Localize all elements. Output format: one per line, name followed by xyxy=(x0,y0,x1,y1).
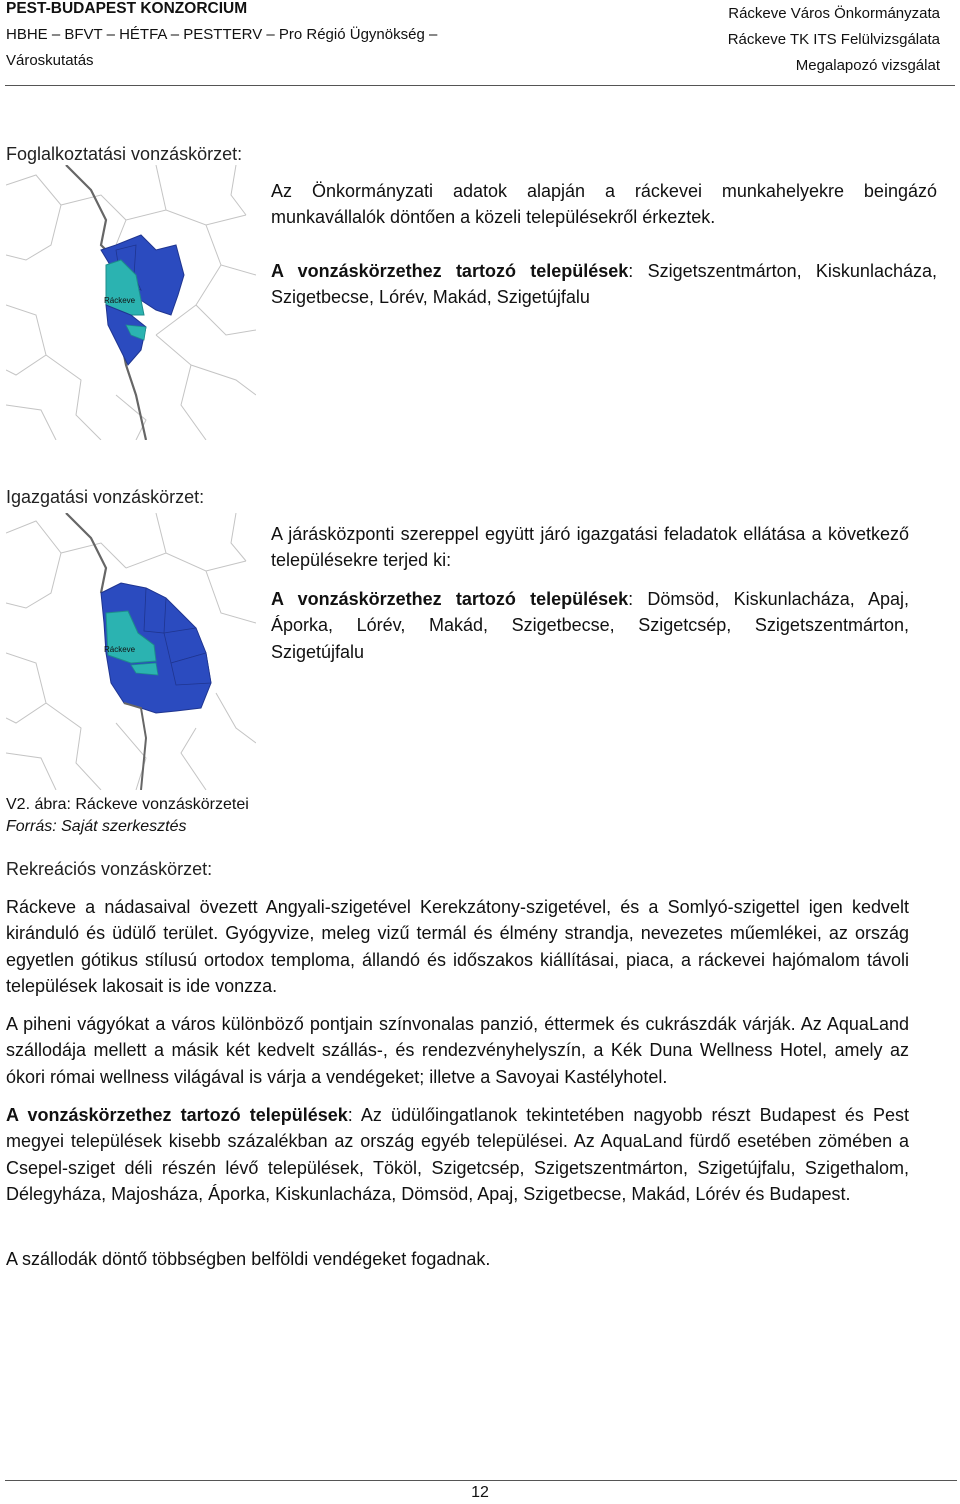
figure-title: V2. ábra: Ráckeve vonzáskörzetei xyxy=(6,796,249,813)
recreation-towns-text: : Az üdülőingatlanok tekintetében nagyobb részt Budapest és Pest megyei települések kisebb százalékban az ország egyéb települései. Az AquaLand fürdő esetében zömében a Csepel-sziget déli részén lévő települések, Tököl, Szigetcsép, Szigetszentmárton, Szigetújfalu, Szigethalom, Délegyháza, Majosháza, Áporka, Kiskunlacháza, Dömsöd, Apaj, Szigetbecse, Makád, Lórév és Budapest. xyxy=(6,1105,909,1204)
admin-towns xyxy=(271,586,909,665)
recreation-towns-label: A vonzáskörzethez tartozó települések xyxy=(6,1105,348,1125)
admin-towns-label: A vonzáskörzethez tartozó települések xyxy=(271,589,629,609)
header-left xyxy=(6,0,437,74)
footer-rule xyxy=(5,1480,957,1481)
admin-map xyxy=(6,513,256,790)
employment-map xyxy=(6,165,256,440)
recreation-paragraph-3 xyxy=(6,1102,909,1207)
employment-intro-text: Az Önkormányzati adatok alapján a ráckevei munkahelyekre beingázó munkavállalók döntően a közeli településekről érkeztek. xyxy=(271,181,937,228)
admin-intro-text: A járásközponti szereppel együtt járó igazgatási feladatok ellátása a következő településekre terjed ki: xyxy=(271,524,909,571)
recreation-paragraph-1: Ráckeve a nádasaival övezett Angyali-szigetével Kerekzátony-szigetével, és a Somlyó-szigettel igen kedvelt kiránduló és üdülő terület. Gyógyvize, meleg vizű termál és élmény strandja, nevezetes műemlékei, az ország egyetlen gótikus stílusú ortodox temploma, állandó és időszakos kiállításai, piaca, a ráckevei hajómalom távoli települések lakosait is ide vonzza. xyxy=(6,897,909,996)
page-number: 12 xyxy=(471,1484,489,1501)
employment-intro xyxy=(271,178,937,231)
header-right xyxy=(728,1,940,79)
recreation-heading: Rekreációs vonzáskörzet: xyxy=(6,859,213,879)
header-client: Ráckeve Város Önkormányzata xyxy=(728,5,940,22)
admin-heading: Igazgatási vonzáskörzet: xyxy=(6,487,205,507)
header-doc-type: Megalapozó vizsgálat xyxy=(795,57,940,74)
employment-heading: Foglalkoztatási vonzáskörzet: xyxy=(6,144,243,164)
header-org: PEST-BUDAPEST KONZORCIUM xyxy=(6,0,248,17)
employment-towns-label: A vonzáskörzethez tartozó települések xyxy=(271,261,629,281)
header-project: Ráckeve TK ITS Felülvizsgálata xyxy=(727,31,940,48)
recreation-paragraph-4: A szállodák döntő többségben belföldi vendégeket fogadnak. xyxy=(6,1249,491,1269)
admin-intro xyxy=(271,521,909,574)
recreation-paragraph-2: A piheni vágyókat a város különböző pontjain színvonalas panzió, éttermek és cukrászdák várják. Az AquaLand szállodája mellett a másik két kedvelt szállás-, és rendezvényhelyszín, a Kék Duna Wellness Hotel, amely az ókori római wellness világával is várja a vendégeket; illetve a Savoyai Kastélyhotel. xyxy=(6,1014,909,1087)
header-rule xyxy=(5,85,955,86)
admin-towns-list: : Dömsöd, Kiskunlacháza, Apaj, Áporka, Lórév, Makád, Szigetbecse, Szigetcsép, Szigetszentmárton, Szigetújfalu xyxy=(271,589,909,662)
header-partners: HBHE – BFVT – HÉTFA – PESTTERV – Pro Régió Ügynökség – xyxy=(6,26,438,43)
header-partners-cont: Városkutatás xyxy=(6,52,94,69)
employment-towns xyxy=(271,258,937,311)
employment-towns-list: : Szigetszentmárton, Kiskunlacháza, Szigetbecse, Lórév, Makád, Szigetújfalu xyxy=(271,261,937,308)
figure-caption xyxy=(6,794,249,838)
admin-map-label: Ráckeve xyxy=(104,645,136,654)
employment-map-label: Ráckeve xyxy=(104,296,136,305)
figure-source: Forrás: Saját szerkesztés xyxy=(6,818,187,835)
